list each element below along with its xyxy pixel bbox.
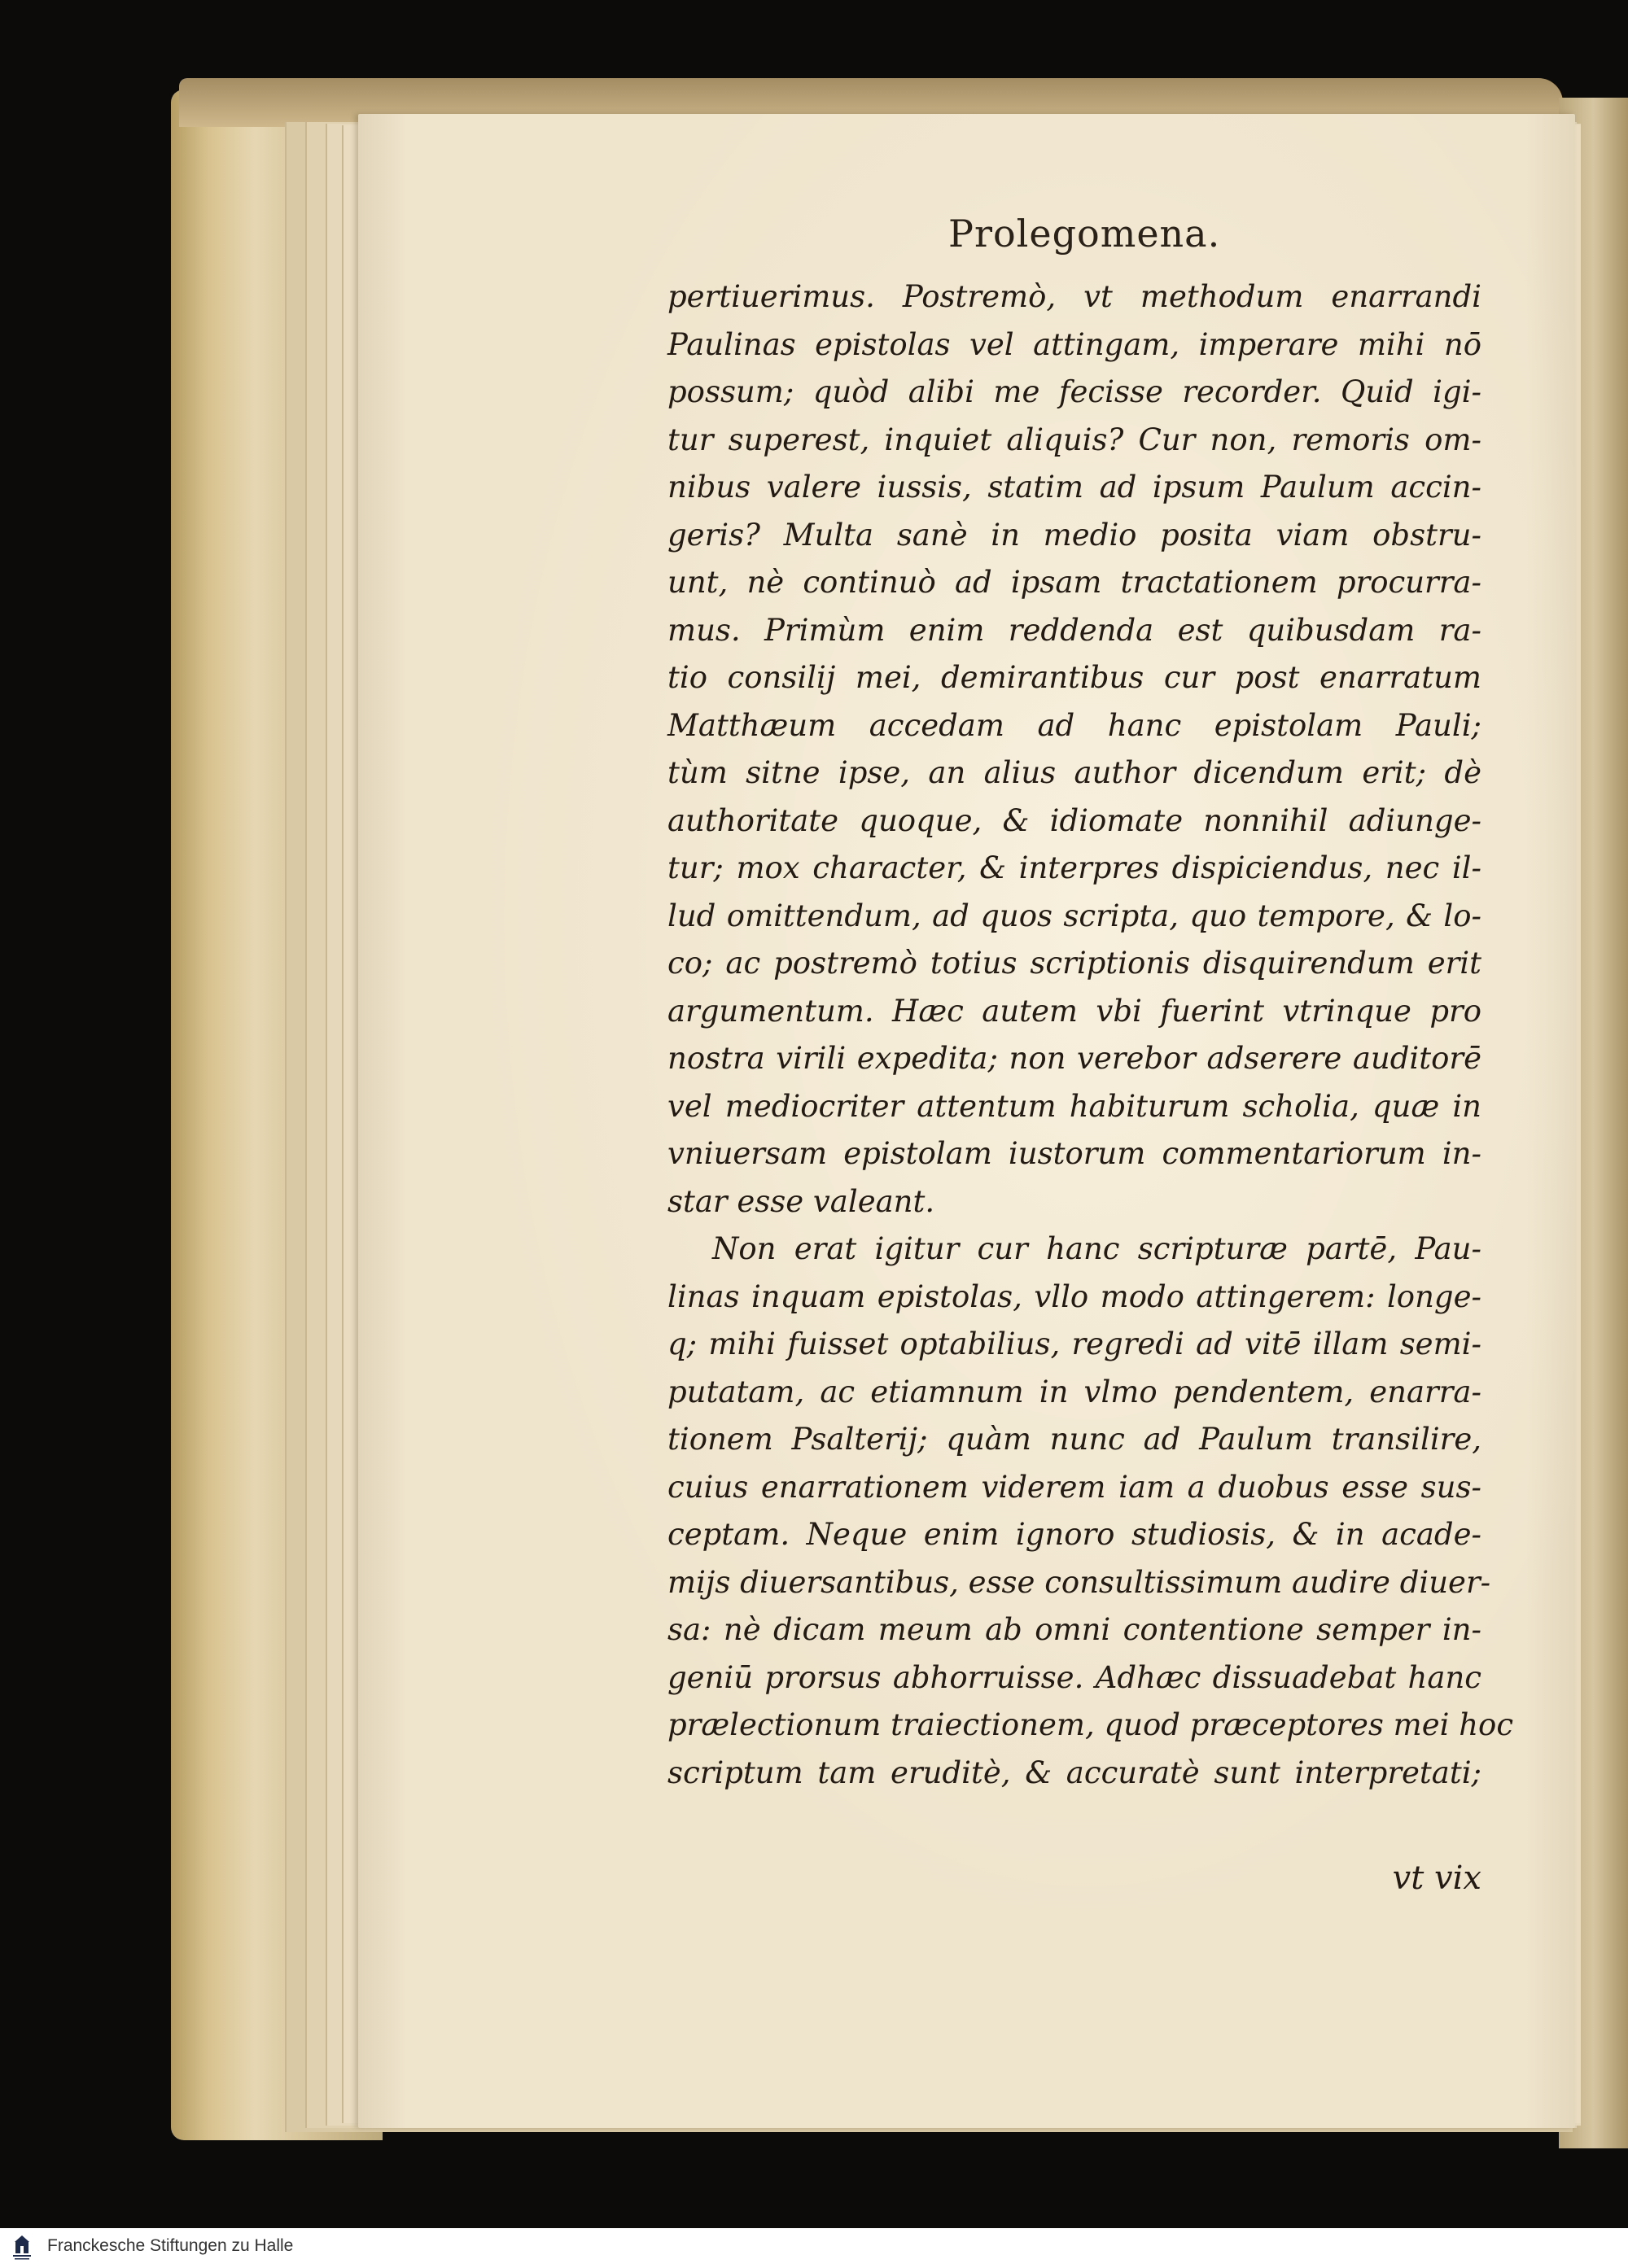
text-line: tionem Psalterij; quàm nunc ad Paulum transilire, [667, 1422, 1481, 1457]
text-line: mus. Primùm enim reddenda est quibusdam ra- [667, 612, 1481, 648]
text-line: tur superest, inquiet aliquis? Cur non, remoris om- [667, 422, 1481, 457]
text-line: tio consilij mei, demirantibus cur post enarratum [667, 660, 1481, 695]
text-line: possum; quòd alibi me fecisse recorder. Quid igi- [667, 374, 1481, 409]
text-line: Paulinas epistolas vel attingam, imperare mihi nō [667, 326, 1481, 362]
text-line: nostra virili expedita; non verebor adserere auditorē [667, 1041, 1481, 1076]
text-line: nibus valere iussis, statim ad ipsum Paulum accin- [667, 470, 1481, 505]
text-line: vniuersam epistolam iustorum commentariorum in- [667, 1136, 1481, 1171]
text-line: prælectionum traiectionem, quod præceptores mei hoc [667, 1707, 1514, 1742]
institution-logo-icon [11, 2234, 33, 2261]
text-line: authoritate quoque, & idiomate nonnihil adiunge- [667, 802, 1481, 838]
text-line: linas inquam epistolas, vllo modo attingerem: longe- [667, 1278, 1481, 1314]
body-text [667, 273, 1514, 1797]
text-line: unt, nè continuò ad ipsam tractationem procurra- [667, 565, 1481, 600]
text-line: ceptam. Neque enim ignoro studiosis, & in acade- [667, 1517, 1481, 1552]
text-line: tur; mox character, & interpres dispiciendus, nec il- [667, 850, 1481, 885]
text-line: cuius enarrationem viderem iam a duobus esse sus- [667, 1469, 1481, 1505]
footer-bar [0, 2228, 1628, 2268]
text-line: sa: nè dicam meum ab omni contentione semper in- [667, 1612, 1481, 1647]
text-line: Non erat igitur cur hanc scripturæ partē, Pau- [712, 1231, 1481, 1266]
text-line: q; mihi fuisset optabilius, regredi ad vitē illam semi- [667, 1326, 1481, 1361]
text-line: argumentum. Hæc autem vbi fuerint vtrinque pro [667, 993, 1481, 1029]
text-line: scriptum tam eruditè, & accuratè sunt interpretati; [667, 1755, 1481, 1790]
text-line: vel mediocriter attentum habiturum scholia, quæ in [667, 1088, 1481, 1124]
text-line: tùm sitne ipse, an alius author dicendum erit; dè [667, 755, 1481, 790]
institution-name: Franckesche Stiftungen zu Halle [47, 2236, 294, 2255]
text-line: co; ac postremò totius scriptionis disquirendum erit [667, 946, 1481, 981]
running-head: Prolegomena. [948, 212, 1221, 256]
text-line: star esse valeant. [667, 1183, 935, 1219]
text-line: lud omittendum, ad quos scripta, quo tempore, & lo- [667, 898, 1481, 933]
text-line: geris? Multa sanè in medio posita viam obstru- [667, 517, 1481, 553]
text-line: putatam, ac etiamnum in vlmo pendentem, enarra- [667, 1374, 1481, 1409]
text-line: geniū prorsus abhorruisse. Adhæc dissuadebat hanc [667, 1659, 1481, 1695]
catchword: vt vix [1392, 1859, 1481, 1897]
text-line: Matthæum accedam ad hanc epistolam Pauli; [667, 707, 1481, 743]
text-line: mijs diuersantibus, esse consultissimum audire diuer- [667, 1564, 1491, 1600]
text-line: pertiuerimus. Postremò, vt methodum enarrandi [667, 279, 1481, 314]
